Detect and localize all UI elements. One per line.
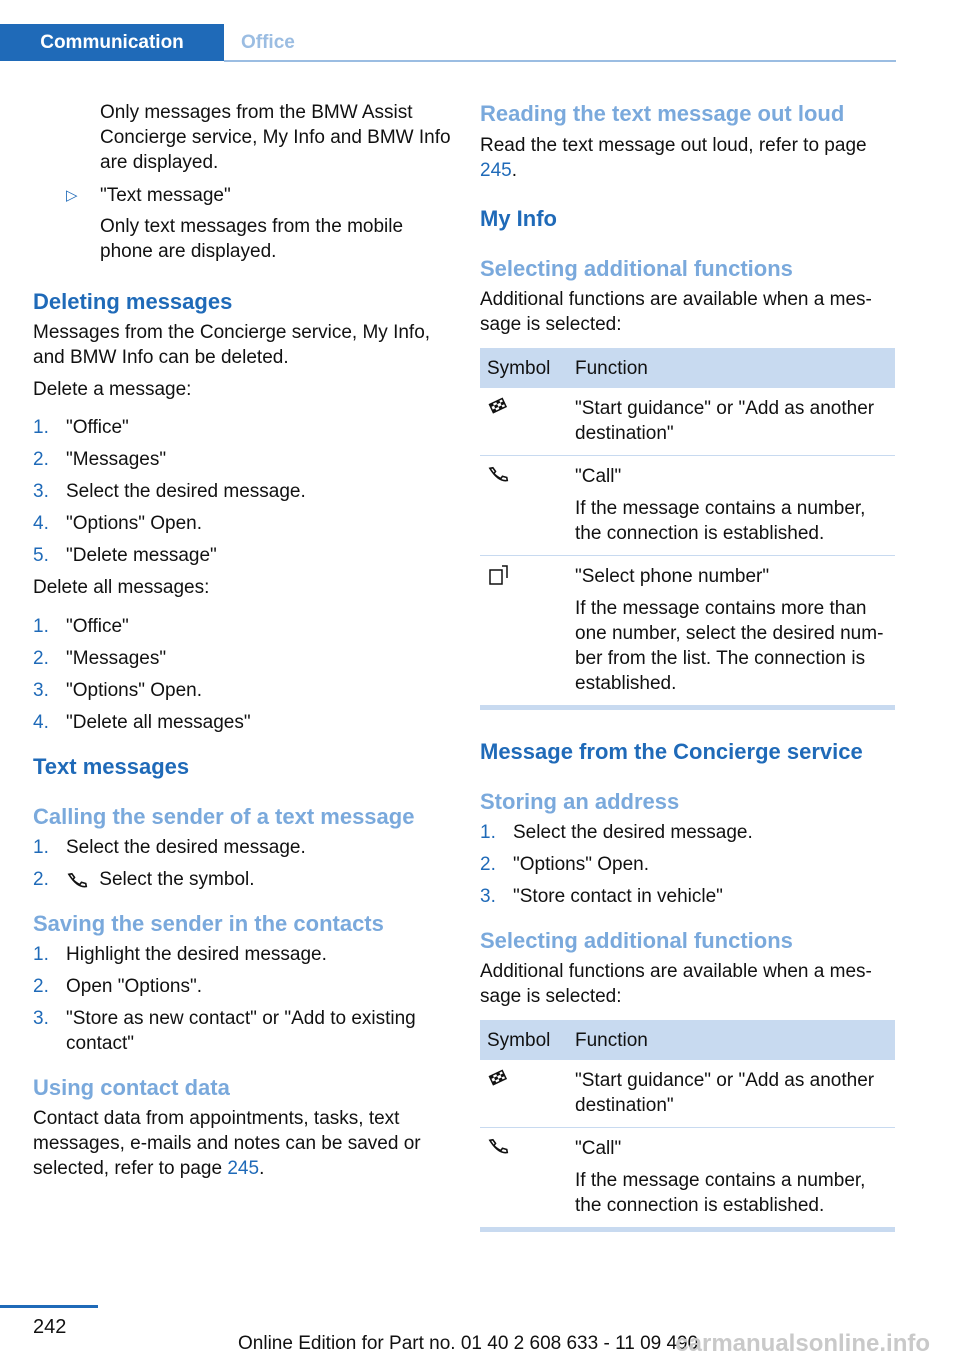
phone-icon (66, 870, 88, 890)
table-end-rule (480, 1227, 895, 1232)
selecting-text: Additional functions are available when a message is selected: (480, 289, 872, 335)
heading-storing-address: Storing an address (480, 789, 680, 814)
list-item: 4. "Delete all messages" (33, 712, 251, 733)
heading-using-contact-data: Using contact data (33, 1075, 230, 1100)
heading-my-info: My Info (480, 206, 557, 231)
table-header-row (480, 1020, 895, 1060)
bullet-label: "Text message" (100, 185, 231, 206)
list-item: 1. Select the desired message. (480, 822, 753, 843)
list-item: 3. "Options" Open. (33, 680, 203, 701)
table-end-rule (480, 705, 895, 710)
heading-reading-aloud: Reading the text message out loud (480, 101, 845, 126)
list-item: 3. "Store as new contact" or "Add to existing contact" (33, 1008, 416, 1054)
bullet-desc: Only text messages from the mobile phone are displayed. (100, 216, 404, 262)
heading-selecting-functions-2: Selecting additional functions (480, 928, 793, 953)
calling-step2-text: Select the symbol. (99, 869, 255, 890)
calling-list (33, 835, 453, 892)
deleting-p3: Delete all messages: (33, 577, 210, 598)
footer-rule (0, 1305, 98, 1308)
function-call-desc: If the message contains a number, the connection is established. (575, 1170, 866, 1216)
reading-text: Read the text message out loud, refer to page 245. (480, 135, 867, 181)
list-item: 2. "Messages" (33, 449, 167, 470)
tab-communication[interactable]: Communication (0, 24, 224, 61)
function-call-title: "Call" (575, 466, 622, 487)
page-header (0, 24, 895, 61)
list-item: 5. "Delete message" (33, 545, 217, 566)
list-item: 4. "Options" Open. (33, 513, 203, 534)
header-rule (224, 60, 896, 62)
page-link[interactable]: 245 (227, 1158, 260, 1179)
table-row (480, 1128, 895, 1228)
phone-icon (487, 464, 509, 484)
storing-list (480, 820, 895, 909)
deleting-p1: Messages from the Concierge service, My Info, and BMW Info can be deleted. (33, 322, 431, 368)
function-call (568, 1128, 895, 1228)
list-item: 1. Select the desired message. (33, 837, 306, 858)
heading-saving-sender: Saving the sender in the contacts (33, 911, 384, 936)
list-item: 2. "Messages" (33, 648, 167, 669)
functions-table-2 (480, 1020, 895, 1227)
list-item: 2. "Options" Open. (480, 854, 650, 875)
delete-all-list (33, 614, 453, 735)
function-select-number (568, 556, 895, 706)
list-item: 2. Open "Options". (33, 976, 203, 997)
function-start-guidance: "Start guidance" or "Add as another destination" (568, 388, 895, 456)
page-link[interactable]: 245 (480, 160, 512, 181)
heading-calling-sender: Calling the sender of a text message (33, 804, 415, 829)
flag-icon (487, 396, 509, 416)
list-item: 1. "Office" (33, 616, 129, 637)
table-row (480, 388, 895, 456)
list-item: 1. "Office" (33, 417, 129, 438)
col-function: Function (568, 348, 895, 388)
heading-deleting-messages: Deleting messages (33, 289, 233, 314)
phone-select-icon (487, 564, 511, 586)
function-call-desc: If the message contains a number, the connection is established. (575, 498, 866, 544)
list-item: 1. Highlight the desired message. (33, 944, 327, 965)
bullet-text-message (33, 183, 453, 208)
table-row (480, 456, 895, 556)
deleting-p2: Delete a message: (33, 379, 192, 400)
triangle-bullet-icon: ▷ (66, 187, 78, 204)
col-symbol: Symbol (480, 1020, 568, 1060)
heading-text-messages: Text messages (33, 754, 190, 779)
table-header-row (480, 348, 895, 388)
heading-selecting-functions: Selecting additional functions (480, 256, 793, 281)
function-call (568, 456, 895, 556)
saving-list (33, 942, 453, 1056)
col-function: Function (568, 1020, 895, 1060)
list-item: 2. Select the symbol. (33, 869, 255, 890)
edition-note: Online Edition for Part no. 01 40 2 608 633 - 11 09 490 (238, 1333, 699, 1354)
tab-office[interactable]: Office (241, 32, 295, 53)
right-column (480, 100, 895, 1232)
function-call-title: "Call" (575, 1138, 622, 1159)
function-start-guidance: "Start guidance" or "Add as another destination" (568, 1060, 895, 1128)
table-row (480, 556, 895, 706)
functions-table-1 (480, 348, 895, 705)
list-item: 3. Select the desired message. (33, 481, 306, 502)
col-symbol: Symbol (480, 348, 568, 388)
delete-one-list (33, 415, 453, 568)
selecting2-text: Additional functions are available when a message is selected: (480, 961, 872, 1007)
heading-concierge-message: Message from the Concierge service (480, 739, 863, 764)
function-select-title: "Select phone number" (575, 566, 770, 587)
table-row (480, 1060, 895, 1128)
flag-icon (487, 1068, 509, 1088)
function-select-desc: If the message contains more than one number, select the desired number from the list. The connection is established. (575, 598, 884, 694)
list-item: 3. "Store contact in vehicle" (480, 886, 723, 907)
using-text: Contact data from appointments, tasks, text messages, e-mails and notes can be saved or selected, refer to page 245. (33, 1108, 421, 1179)
phone-icon (487, 1136, 509, 1156)
page-number: 242 (33, 1316, 67, 1338)
left-column (33, 100, 453, 1181)
intro-continuation: Only messages from the BMW Assist Concierge service, My Info and BMW Info are displayed. (100, 102, 451, 173)
watermark: carmanualsonline.info (675, 1330, 930, 1357)
